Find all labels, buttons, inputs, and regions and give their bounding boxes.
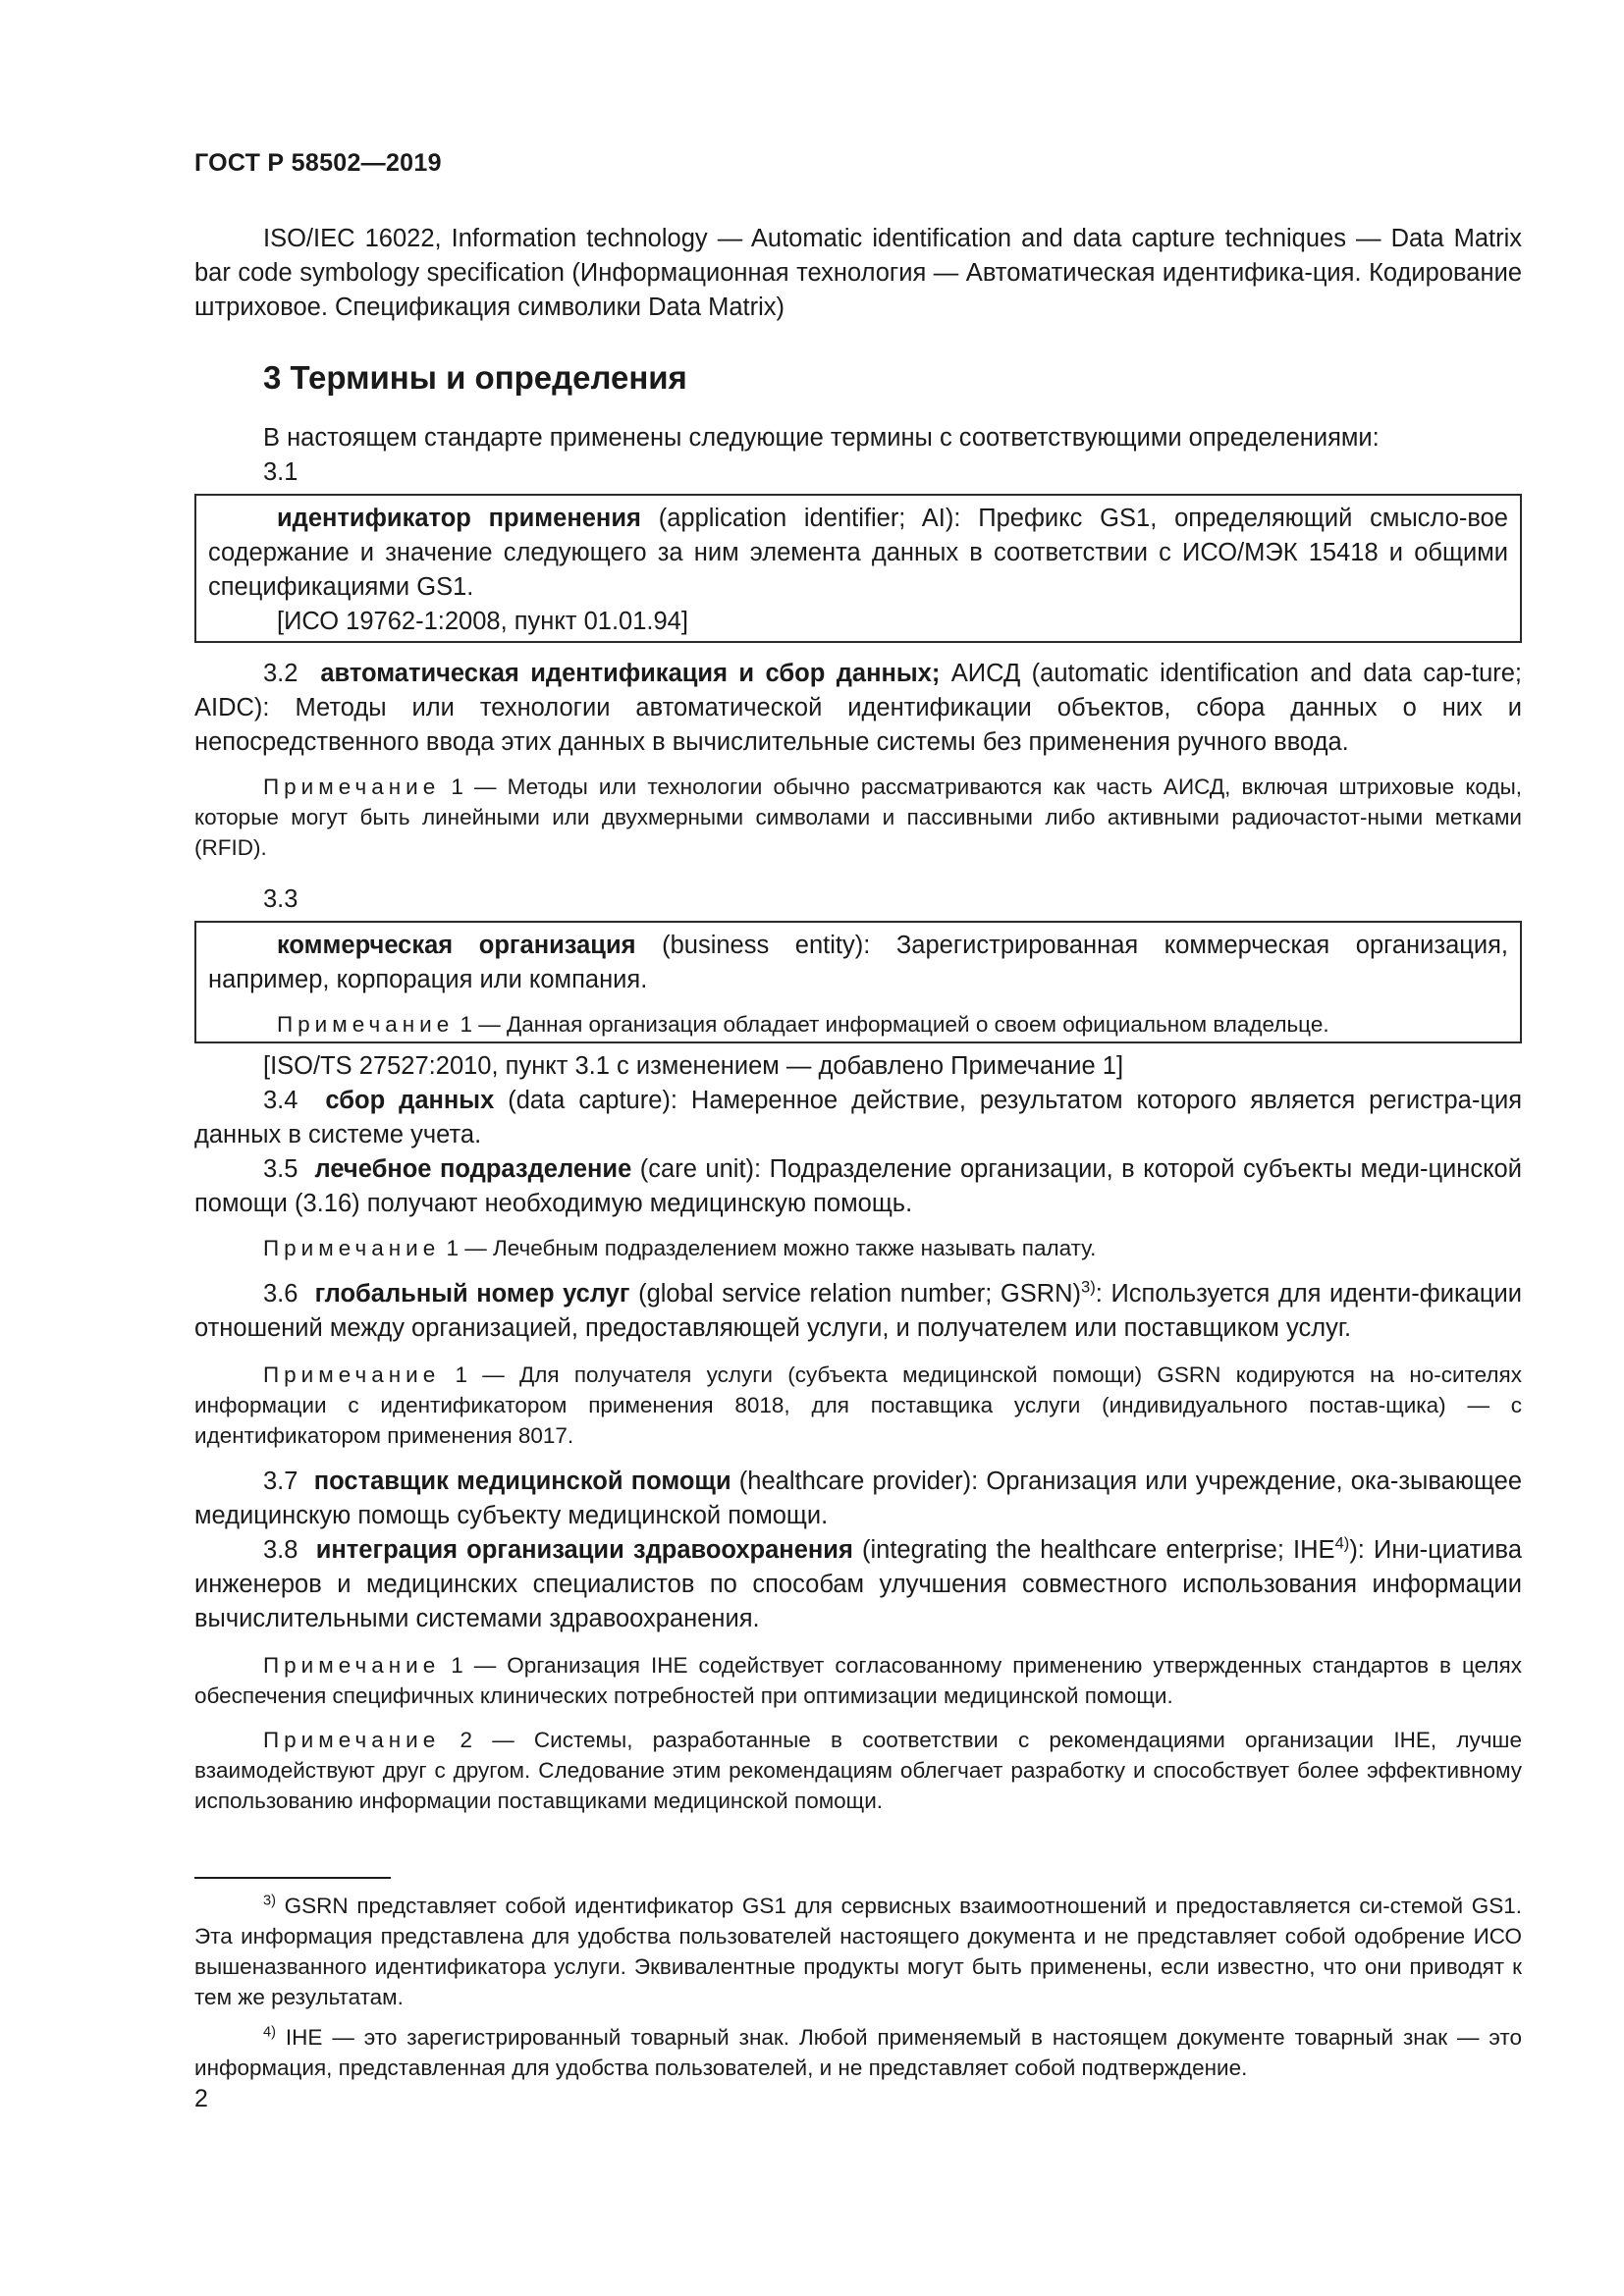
term-definition (194, 657, 1522, 760)
footnote-text: GSRN представляет собой идентификатор GS1 для сервисных взаимоотношений и предоставляется си-стемой GS1. Эта информация представлена для удобства пользователей настоящего документа и не представляет собой одобрение ИСО вышеназванного идентификатора услуги. Эквивалентные продукты могут быть применены, если известно, что они приводят к тем же результатам. (194, 1894, 1522, 2009)
section-intro: В настоящем стандарте применены следующие термины с соответствующими определениями: (263, 424, 1380, 452)
note-text: 2 — Системы, разработанные в соответствии с рекомендациями организации IHE, лучше взаимодействуют друг с другом. Следование этим рекомендациям облегчает разработку и способствует более эффективному использованию информации поставщиками медицинской помощи. (194, 1728, 1522, 1813)
term-def: АИСД (automatic identification and data cap-ture; AIDC): Методы или технологии автоматической идентификации объектов, сбора данных о них и непосредственного ввода этих данных в вычислительные системы без применения ручного ввода. (194, 660, 1523, 756)
term-def: : Используется для иденти-фикации отношений между организацией, предоставляющей услуги, и получателем или поставщиком услуг. (194, 1280, 1522, 1342)
document-body (194, 222, 1522, 1816)
term-definition (194, 1152, 1522, 1221)
term-name: интеграция организации здравоохранения (315, 1536, 853, 1564)
term-definition (194, 1465, 1522, 1533)
section-title: 3 Термины и определения (263, 359, 687, 396)
term-def: (global service relation number; GSRN) (629, 1280, 1082, 1308)
note-label: Примечание (263, 774, 441, 799)
term-box-3-3 (194, 921, 1522, 1043)
term-note (194, 1233, 1522, 1263)
note-label: Примечание (277, 1012, 455, 1037)
term-note (194, 772, 1522, 863)
term-name: коммерческая организация (277, 932, 636, 959)
note-label: Примечание (263, 1362, 441, 1387)
footnote-text: IHE — это зарегистрированный товарный знак. Любой применяемый в настоящем документе товарный знак — это информация, представленная для удобства пользователей, и не представляет собой подтверждение. (194, 2025, 1522, 2080)
term-number: 3.4 (263, 1087, 298, 1114)
term-def: (healthcare provider): Организация или учреждение, ока-зывающее медицинскую помощь субъекту медицинской помощи. (194, 1468, 1522, 1529)
term-def: (care unit): Подразделение организации, в которой субъекты меди-цинской помощи (3.16) получают необходимую медицинскую помощь. (194, 1155, 1522, 1217)
term-note (208, 1009, 1508, 1040)
term-name: поставщик медицинской помощи (313, 1468, 731, 1495)
note-label: Примечание (263, 1653, 441, 1678)
term-source: [ИСО 19762-1:2008, пункт 01.01.94] (277, 608, 688, 635)
footnote-divider (194, 1877, 391, 1879)
term-definition (194, 1277, 1522, 1346)
footnote-mark: 4) (263, 2024, 276, 2041)
note-label: Примечание (263, 1236, 441, 1260)
term-def: ): Ини-циатива инженеров и медицинских специалистов по способам улучшения совместного использования информации вычислительными системами здравоохранения. (194, 1536, 1522, 1632)
term-name: лечебное подразделение (314, 1155, 632, 1183)
term-name: глобальный номер услуг (314, 1280, 630, 1308)
note-text: 1 — Лечебным подразделением можно также называть палату. (440, 1236, 1097, 1260)
term-box-3-1 (194, 494, 1522, 643)
term-note (194, 1360, 1522, 1451)
footnotes (194, 1891, 1522, 2083)
note-text: 1 — Методы или технологии обычно рассматриваются как часть АИСД, включая штриховые коды, которые могут быть линейными или двухмерными символами и пассивными либо активными радиочастот-ными метками (RFID). (194, 774, 1522, 860)
footnote-mark: 3) (263, 1893, 276, 1909)
term-definition (194, 1084, 1522, 1152)
term-note (194, 1725, 1522, 1816)
note-label: Примечание (263, 1728, 441, 1752)
footnote (194, 1891, 1522, 2012)
note-text: 1 — Данная организация обладает информацией о своем официальном владельце. (454, 1012, 1329, 1037)
document-header: ГОСТ Р 58502—2019 (194, 149, 442, 177)
footnote-ref: 4) (1334, 1533, 1350, 1553)
term-number: 3.8 (263, 1536, 298, 1564)
term-def: (data capture): Намеренное действие, результатом которого является регистра-ция данных в системе учета. (194, 1087, 1523, 1148)
term-name: автоматическая идентификация и сбор данных; (320, 660, 941, 687)
term-number: 3.6 (263, 1280, 298, 1308)
normative-reference: ISO/IEC 16022, Information technology — Automatic identification and data capture techniques — Data Matrix bar code symbology specification (Информационная технология — Автоматическая идентифика-ция. Кодирование штриховое. Спецификация символики Data Matrix) (194, 225, 1522, 321)
footnote (194, 2022, 1522, 2083)
term-source: [ISO/TS 27527:2010, пункт 3.1 с изменением — добавлено Примечание 1] (263, 1052, 1124, 1080)
term-definition (208, 502, 1508, 605)
term-number: 3.3 (263, 885, 298, 913)
term-definition (194, 1533, 1522, 1636)
term-number: 3.1 (263, 458, 298, 486)
term-note (194, 1650, 1522, 1711)
term-number: 3.2 (263, 660, 298, 687)
term-def: (business entity): Зарегистрированная коммерческая организация, например, корпорация или компания. (208, 932, 1508, 993)
term-def: (application identifier; AI): Префикс GS1, определяющий смысло-вое содержание и значение следующего за ним элемента данных в соответствии с ИСО/МЭК 15418 и общими спецификациями GS1. (208, 505, 1508, 601)
footnote-ref: 3) (1081, 1277, 1096, 1297)
term-name: сбор данных (325, 1087, 495, 1114)
term-number: 3.5 (263, 1155, 298, 1183)
term-def: (integrating the healthcare enterprise; IHE (852, 1536, 1335, 1564)
page-number: 2 (194, 2085, 208, 2112)
term-name: идентификатор применения (277, 505, 641, 532)
term-number: 3.7 (263, 1468, 298, 1495)
note-text: 1 — Для получателя услуги (субъекта медицинской помощи) GSRN кодируются на но-сителях информации с идентификатором применения 8018, для поставщика услуги (индивидуального постав-щика) — с идентификатором применения 8017. (194, 1362, 1522, 1448)
note-text: 1 — Организация IHE содействует согласованному применению утвержденных стандартов в целях обеспечения специфичных клинических потребностей при оптимизации медицинской помощи. (194, 1653, 1522, 1708)
term-definition (208, 929, 1508, 997)
